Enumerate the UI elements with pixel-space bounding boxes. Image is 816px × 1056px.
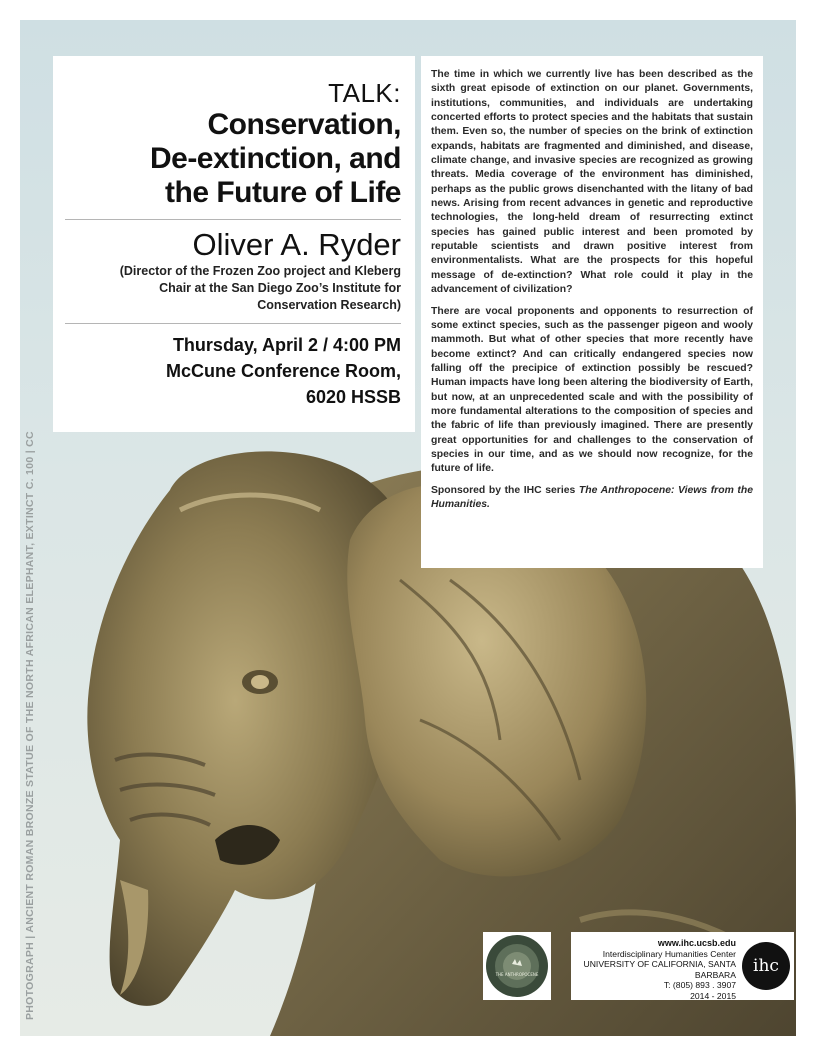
anthropocene-logo [483,932,551,1000]
talk-title-line: De-extinction, and [149,142,401,175]
speaker-name: Oliver A. Ryder [192,227,401,262]
affiliation-line: (Director of the Frozen Zoo project and Kleberg [119,264,401,278]
talk-title-line: the Future of Life [165,176,401,209]
anthropocene-seal-icon [485,934,549,998]
ihc-contact-block [571,932,794,1000]
talk-title-line: Conservation, [207,108,401,141]
org-name: Interdisciplinary Humanities Center [602,948,736,959]
divider [65,323,401,324]
ihc-logo-icon: ihc [742,942,790,990]
poster [20,20,796,1036]
affiliation-line: Chair at the San Diego Zoo’s Institute for [159,281,401,295]
series-logo-text: THE ANTHROPOCENE [495,972,539,977]
sponsor-series: The Anthropocene: Views from the Humanities. [431,484,753,510]
contact-info [571,938,736,1001]
event-date-time: Thursday, April 2 / 4:00 PM [172,335,401,355]
event-location [65,358,401,410]
sponsor-line [431,484,753,513]
years: 2014 - 2015 [690,990,736,1001]
description-paragraph: The time in which we currently live has been described as the sixth great episode of extinction on our planet. Governments, institutions, communities, and individuals are undertaking concerted efforts to protect species and the habitats that sustain them. Even so, the number of species on the brink of extinction expands, habitats are fragmented and diminished, and disease, climate change, and invasive species are recognized as growing threats. Media coverage of the environment has diminished, perhaps as the public grows disenchanted with the litany of bad news. Arising from recent advances in genetic and reproductive technologies, the long-held dream of resurrecting extinct species has gained public interest and been promoted by reputable scientists and drawn positive interest from environmentalists. What are the prospects for this hopeful message of de-extinction? What role could it play in the advancement of civilization? [431,69,753,296]
divider [65,219,401,220]
photo-caption: PHOTOGRAPH | ANCIENT ROMAN BRONZE STATUE OF THE NORTH AFRICAN ELEPHANT, EXTINCT C. 100 | CC [24,431,36,1020]
location-line: 6020 HSSB [305,387,401,407]
title-panel [53,56,415,432]
talk-label: TALK: [328,78,401,108]
website-link[interactable]: www.ihc.ucsb.edu [657,938,736,948]
phone-number: T: (805) 893 . 3907 [663,980,736,990]
university-name: UNIVERSITY OF CALIFORNIA, SANTA BARBARA [583,959,736,980]
talk-title [65,108,401,210]
location-line: McCune Conference Room, [165,361,401,381]
speaker-affiliation [65,263,401,314]
sponsor-prefix: Sponsored by the IHC series [431,484,579,496]
affiliation-line: Conservation Research) [257,298,401,312]
description-paragraph: There are vocal proponents and opponents to resurrection of some extinct species, such as the passenger pigeon and wooly mammoth. But what of other species that more recently have become extinct? And can critically endangered species now falling off the precipice of extinction possibly be rescued? Human impacts have long been altering the biodiversity of Earth, but now, at an unprecedented scale and with the possibility of more fundamental alterations to the composition of species and the fabric of life than previously imagined. There are presently great opportunities for and challenges to the conservation of species in our time, and as we should now recognize, for the future of life. [431,305,753,475]
description-panel [421,56,763,568]
